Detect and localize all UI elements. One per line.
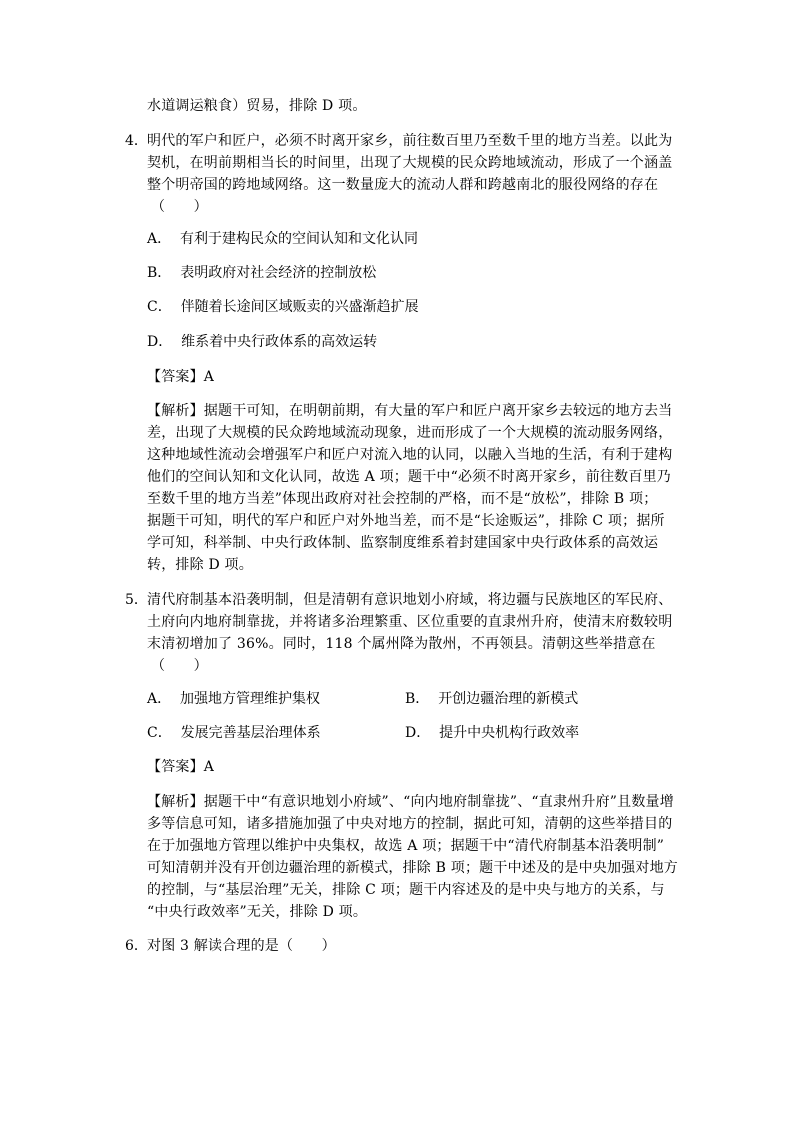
question-4-option-d: D． 维系着中央行政体系的高效运转 [147, 334, 378, 350]
question-4-option-a: A． 有利于建构民众的空间认知和文化认同 [147, 231, 419, 247]
question-4-stem-line-2: 契机，在明前期相当长的时间里，出现了大规模的民众跨地域流动，形成了一个涵盖 [147, 155, 673, 171]
question-4-analysis-line-8: 转，排除 D 项。 [147, 557, 253, 573]
question-4-answer: 【答案】A [147, 369, 215, 385]
question-6-number: 6． [125, 938, 148, 954]
question-5-option-c: C． 发展完善基层治理体系 [147, 725, 321, 741]
question-4-stem-line-3: 整个明帝国的跨地域网络。这一数量庞大的流动人群和跨越南北的服役网络的存在 [147, 177, 659, 193]
question-4-analysis-line-6: 据题干可知，明代的军户和匠户对外地当差，而不是“长途贩运”，排除 C 项；据所 [147, 513, 665, 529]
question-4-analysis-line-3: 这种地域性流动会增强军户和匠户对流入地的认同，以融入当地的生活，有利于建构 [147, 447, 673, 463]
question-4-number: 4． [125, 133, 148, 149]
question-4-analysis-line-2: 差，出现了大规模的民众跨地域流动现象，进而形成了一个大规模的流动服务网络， [147, 425, 673, 441]
question-5-option-d: D． 提升中央机构行政效率 [405, 725, 580, 741]
question-5-answer: 【答案】A [147, 759, 215, 775]
question-4-analysis-line-5: 至数千里的地方当差”体现出政府对社会控制的严格，而不是“放松”，排除 B 项； [147, 491, 658, 507]
question-4-option-b: B． 表明政府对社会经济的控制放松 [147, 265, 377, 281]
question-5-analysis-line-3: 在于加强地方管理以维护中央集权，故选 A 项；据题干中“清代府制基本沿袭明制” [147, 838, 665, 854]
question-5-number: 5． [125, 592, 148, 608]
question-4-stem-line-1: 明代的军户和匠户，必须不时离开家乡，前往数百里乃至数千里的地方当差。以此为 [147, 133, 673, 149]
question-5-analysis-line-2: 多等信息可知，诸多措施加强了中央对地方的控制，据此可知，清朝的这些举措目的 [147, 816, 673, 832]
question-4-analysis-line-7: 学可知，科举制、中央行政体制、监察制度维系着封建国家中央行政体系的高效运 [147, 535, 659, 551]
question-5-stem-line-3: 末清初增加了 36%。同时，118 个属州降为散州，不再领县。清朝这些举措意在 [147, 636, 656, 652]
question-5-option-b: B． 开创边疆治理的新模式 [405, 691, 579, 707]
question-6-stem: 对图 3 解读合理的是（ ） [147, 938, 336, 954]
question-4-analysis-line-4: 他们的空间认知和文化认同，故选 A 项；题干中“必须不时离开家乡，前往数百里乃 [147, 469, 671, 485]
question-5-stem-line-1: 清代府制基本沿袭明制，但是清朝有意识地划小府域，将边疆与民族地区的军民府、 [147, 592, 673, 608]
question-4-analysis-line-1: 【解析】据题干可知，在明朝前期，有大量的军户和匠户离开家乡去较远的地方去当 [147, 403, 673, 419]
question-5-option-a: A． 加强地方管理维护集权 [147, 691, 321, 707]
question-5-blank: （ ） [151, 658, 208, 674]
top-continuation-text: 水道调运粮食）贸易，排除 D 项。 [147, 98, 367, 114]
question-5-analysis-line-5: 的控制，与“基层治理”无关，排除 C 项；题干内容述及的是中央与地方的关系，与 [147, 882, 665, 898]
question-4-blank: （ ） [151, 199, 208, 215]
question-4-option-c: C． 伴随着长途间区域贩卖的兴盛渐趋扩展 [147, 299, 419, 315]
question-5-analysis-line-6: “中央行政效率”无关，排除 D 项。 [147, 904, 368, 920]
question-5-analysis-line-4: 可知清朝并没有开创边疆治理的新模式，排除 B 项；题干中述及的是中央加强对地方 [147, 860, 678, 876]
question-5-analysis-line-1: 【解析】据题干中“有意识地划小府域”、“向内地府制靠拢”、“直隶州升府”且数量增 [147, 794, 674, 810]
question-5-stem-line-2: 土府向内地府制靠拢，并将诸多治理繁重、区位重要的直隶州升府，使清末府数较明 [147, 614, 673, 630]
